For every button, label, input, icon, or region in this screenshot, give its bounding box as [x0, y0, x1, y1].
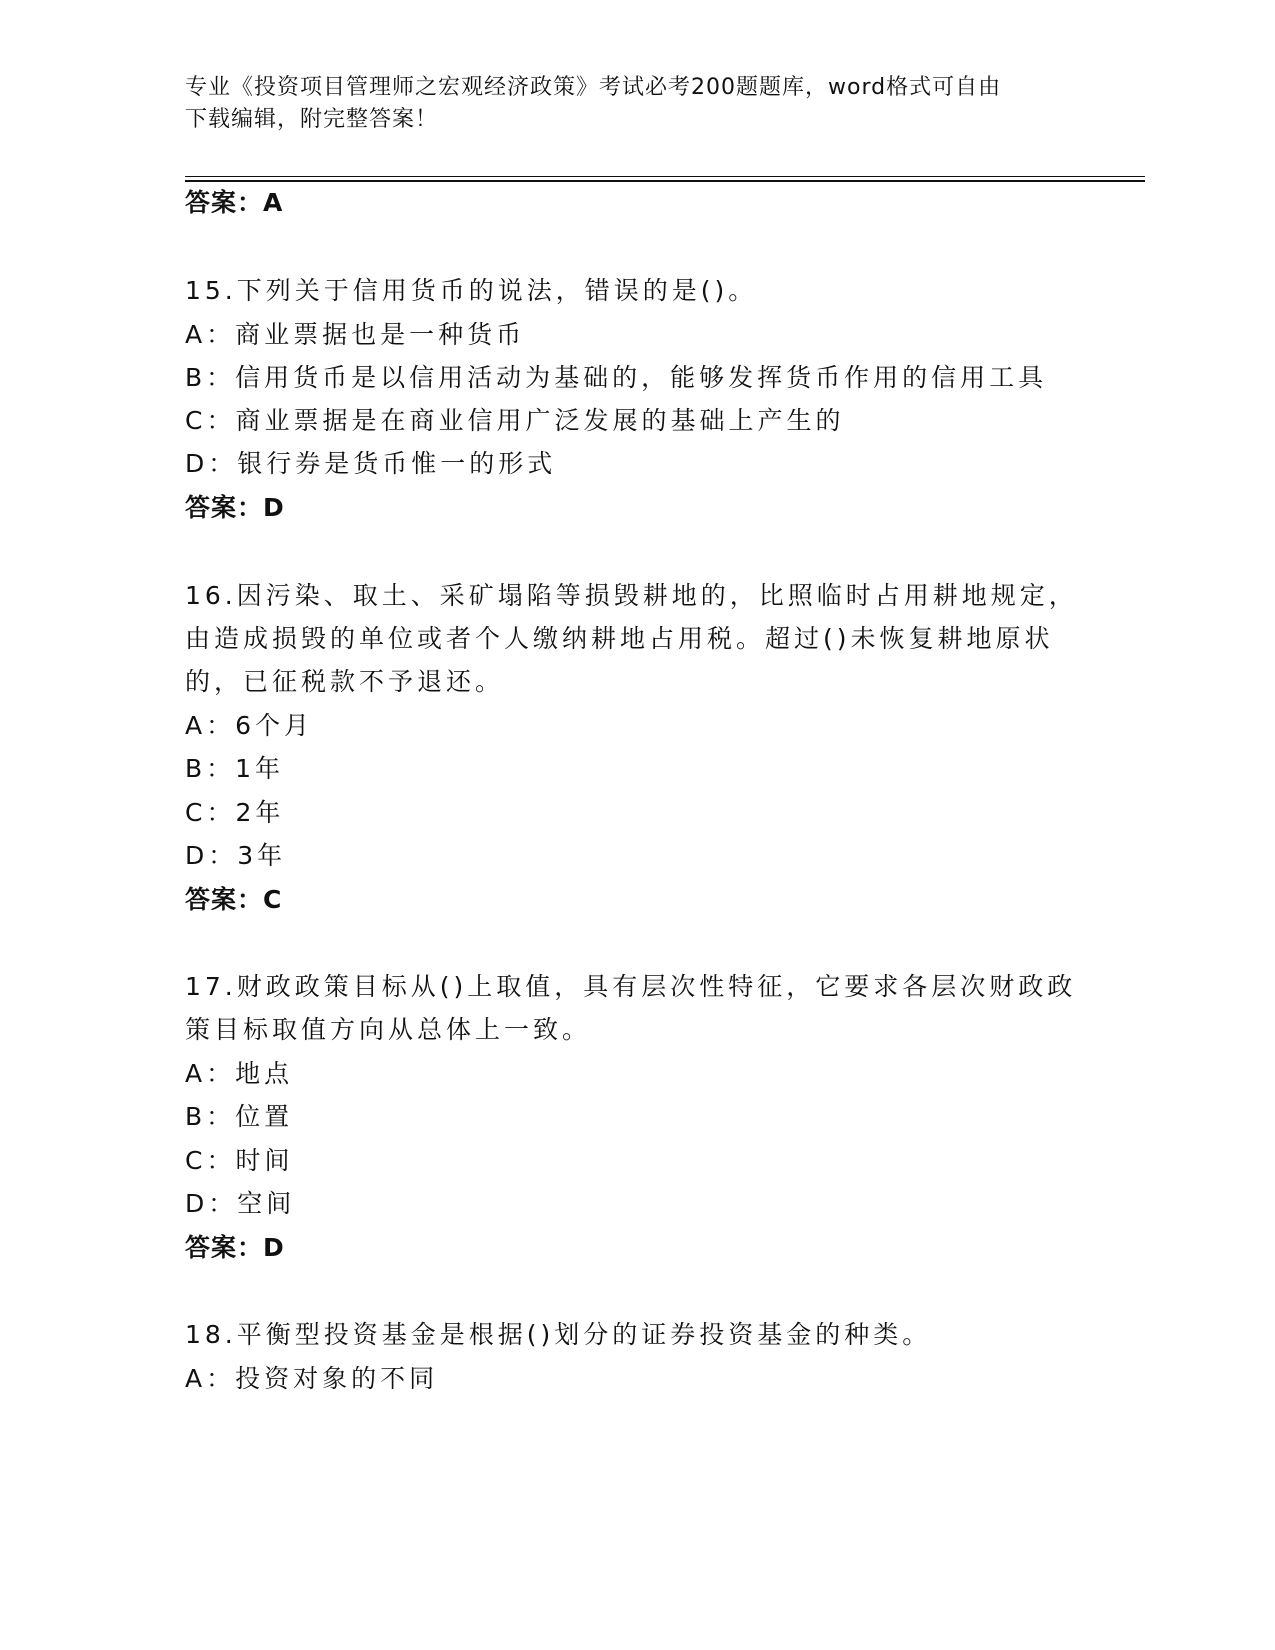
answer-q15: 答案：D [185, 493, 285, 522]
header-rule-thin [185, 176, 1145, 177]
answer-q17: 答案：D [185, 1233, 285, 1262]
question-16-option-d: D：3年 [185, 841, 287, 870]
question-16-stem-line-3: 的，已征税款不予退还。 [185, 667, 505, 696]
question-17-stem-line-1: 17.财政政策目标从()上取值，具有层次性特征，它要求各层次财政政 [185, 972, 1077, 1001]
question-17-option-a: A：地点 [185, 1059, 294, 1088]
question-18-stem: 18.平衡型投资基金是根据()划分的证券投资基金的种类。 [185, 1320, 932, 1349]
question-15-option-c: C：商业票据是在商业信用广泛发展的基础上产生的 [185, 406, 845, 435]
header-rule-thick [185, 180, 1145, 182]
question-16-stem-line-1: 16.因污染、取土、采矿塌陷等损毁耕地的，比照临时占用耕地规定， [185, 581, 1078, 610]
header-line-2: 下载编辑，附完整答案！ [185, 107, 439, 132]
question-17-option-b: B：位置 [185, 1102, 294, 1131]
question-15-option-a: A：商业票据也是一种货币 [185, 320, 526, 349]
question-15-option-b: B：信用货币是以信用活动为基础的，能够发挥货币作用的信用工具 [185, 363, 1048, 392]
answer-q16: 答案：C [185, 885, 283, 914]
header-line-1: 专业《投资项目管理师之宏观经济政策》考试必考200题题库，word格式可自由 [185, 75, 1002, 100]
question-16-stem-line-2: 由造成损毁的单位或者个人缴纳耕地占用税。超过()未恢复耕地原状 [185, 624, 1054, 653]
question-17-option-d: D：空间 [185, 1189, 296, 1218]
question-17-stem-line-2: 策目标取值方向从总体上一致。 [185, 1015, 592, 1044]
question-15-stem: 15.下列关于信用货币的说法，错误的是()。 [185, 276, 758, 305]
question-18-option-a: A：投资对象的不同 [185, 1364, 439, 1393]
question-17-option-c: C：时间 [185, 1146, 294, 1175]
question-15-option-d: D：银行券是货币惟一的形式 [185, 449, 557, 478]
question-16-option-b: B：1年 [185, 754, 285, 783]
answer-q14: 答案：A [185, 188, 284, 217]
question-16-option-c: C：2年 [185, 798, 285, 827]
question-16-option-a: A：6个月 [185, 711, 314, 740]
